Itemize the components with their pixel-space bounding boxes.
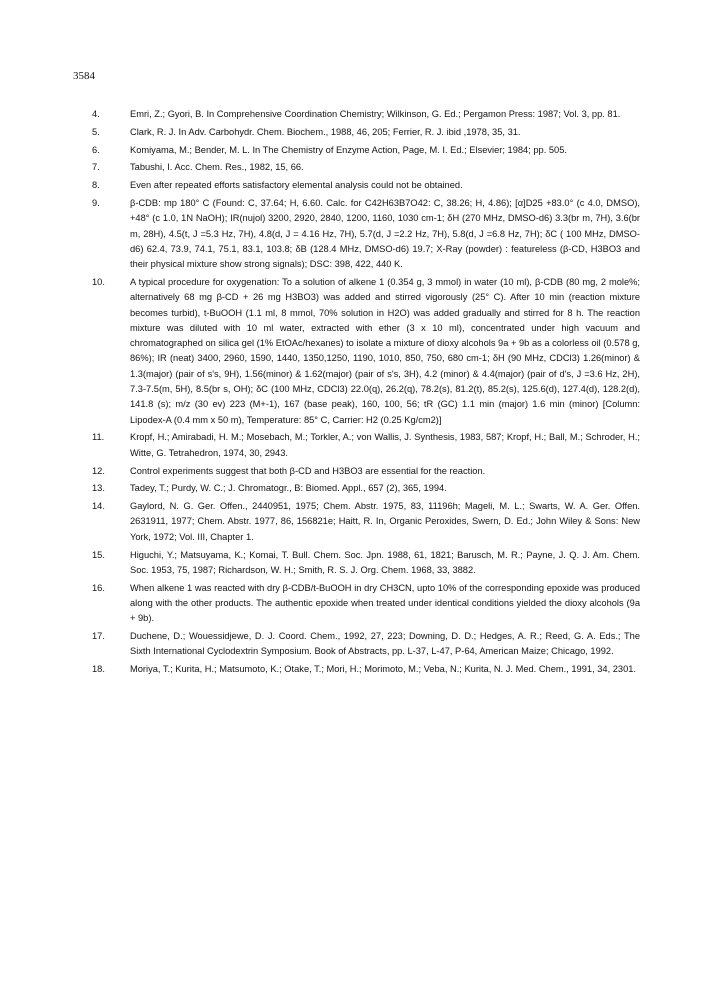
reference-number: 15. [92, 549, 105, 560]
reference-item [92, 143, 640, 158]
reference-text: Even after repeated efforts satisfactory elemental analysis could not be obtained. [130, 180, 463, 191]
reference-number: 16. [92, 582, 105, 593]
reference-item [92, 160, 640, 175]
reference-item [92, 581, 640, 627]
reference-number: 6. [92, 144, 100, 155]
reference-item [92, 499, 640, 545]
reference-text: Gaylord, N. G. Ger. Offen., 2440951, 1975; Chem. Abstr. 1975, 83, 11196h; Mageli, M. L.; Swarts, W. A. Ger. Offen. 2631911, 1977; Chem. Abstr. 1977, 86, 156821e; Haitt, R. In, Organic Peroxides, Swern, D. Ed.; John Wiley & Sons: New York, 1972; Vol. III, Chapter 1. [130, 501, 640, 542]
reference-number: 11. [92, 432, 105, 443]
reference-text: Duchene, D.; Wouessidjewe, D. J. Coord. Chem., 1992, 27, 223; Downing, D. D.; Hedges, A. R.; Reed, G. A. Eds.; The Sixth International Cyclodextrin Symposium. Book of Abstracts, pp. L-37, L-47, P-64, American Maize; Chicago, 1992. [130, 631, 640, 657]
reference-text: Kropf, H.; Amirabadi, H. M.; Mosebach, M.; Torkler, A.; von Wallis, J. Synthesis, 1983, 587; Kropf, H.; Ball, M.; Schroder, H.; Witte, G. Tetrahedron, 1974, 30, 2943. [130, 432, 640, 458]
reference-item [92, 430, 640, 461]
reference-number: 14. [92, 501, 105, 512]
reference-item [92, 481, 640, 496]
reference-item [92, 196, 640, 272]
reference-item [92, 662, 640, 677]
reference-number: 13. [92, 483, 105, 494]
reference-item [92, 629, 640, 660]
reference-text: Tabushi, I. Acc. Chem. Res., 1982, 15, 66. [130, 162, 304, 173]
reference-text: Tadey, T.; Purdy, W. C.; J. Chromatogr., B: Biomed. Appl., 657 (2), 365, 1994. [130, 483, 447, 494]
reference-number: 17. [92, 631, 105, 641]
reference-text: Emri, Z.; Gyori, B. In Comprehensive Coordination Chemistry; Wilkinson, G. Ed.; Pergamon Press: 1987; Vol. 3, pp. 81. [130, 109, 621, 119]
reference-number: 7. [92, 162, 100, 173]
reference-text: A typical procedure for oxygenation: To a solution of alkene 1 (0.354 g, 3 mmol) in water (10 ml), β-CDB (80 mg, 2 mole%; alternatively 68 mg β-CD + 26 mg H3BO3) was added and stirred vigorously (25° C). After 10 min (reaction mixture becomes turbid), t-BuOOH (1.1 ml, 8 mmol, 70% solution in H2O) was added gradually and stirred for 8 h. The reaction mixture was diluted with 10 ml water, extracted with ether (3 x 10 ml), concentrated under high vacuum and chromatographed on silica gel (1% EtOAc/hexanes) to isolate a mixture of dioxy alcohols 9a + 9b as a colorless oil (0.578 g, 86%); IR (neat) 3400, 2960, 1590, 1440, 1350,1250, 1190, 1010, 850, 750, 680 cm-1; δH (90 MHz, CDCl3) 1.26(minor) & 1.3(major) (pair of s's, 9H), 1.56(minor) & 1.62(major) (pair of s's, 3H), 4.2 (minor) & 4.4(major) (pair of d's, J =3.6 Hz, 2H), 7.3-7.5(m, 5H), 8.5(br s, OH); δC (100 MHz, CDCl3) 22.0(q), 26.2(q), 78.2(s), 81.2(t), 85.2(s), 125.6(d), 127.4(d), 128.2(d), 141.8 (s); m/z (30 ev) 223 (M+-1), 167 (base peak), 160, 100, 56; tR (GC) 1.1 min (major) 1.6 min (minor) [Column: Lipodex-A (0.4 mm x 50 m), Temperature: 85° C, Carrier: H2 (0.25 Kg/cm2)] [130, 276, 640, 425]
reference-number: 18. [92, 664, 105, 675]
reference-text: When alkene 1 was reacted with dry β-CDB/t-BuOOH in dry CH3CN, upto 10% of the corresponding epoxide was produced along with the other products. The authentic epoxide when treated under identical conditions yielded the dioxy alcohols (9a + 9b). [130, 582, 640, 624]
reference-number: 4. [92, 109, 100, 119]
reference-number: 5. [92, 126, 100, 137]
reference-item [92, 275, 640, 428]
reference-number: 10. [92, 276, 105, 287]
reference-text: Moriya, T.; Kurita, H.; Matsumoto, K.; Otake, T.; Mori, H.; Morimoto, M.; Veba, N.; Kurita, N. J. Med. Chem., 1991, 34, 2301. [130, 664, 637, 675]
reference-text: Control experiments suggest that both β-CD and H3BO3 are essential for the reaction. [130, 465, 486, 476]
reference-item [92, 464, 640, 479]
reference-item [92, 125, 640, 140]
reference-text: Higuchi, Y.; Matsuyama, K.; Komai, T. Bull. Chem. Soc. Jpn. 1988, 61, 1821; Barusch, M. R.; Payne, J. Q. J. Am. Chem. Soc. 1953, 75, 1987; Richardson, W. H.; Smith, R. S. J. Org. Chem. 1968, 33, 3882. [130, 549, 640, 575]
reference-number: 9. [92, 197, 100, 208]
reference-text: Komiyama, M.; Bender, M. L. In The Chemistry of Enzyme Action, Page, M. I. Ed.; Elsevier; 1984; pp. 505. [130, 144, 567, 155]
reference-item [92, 178, 640, 193]
page-number: 3584 [73, 70, 95, 82]
reference-text: Clark, R. J. In Adv. Carbohydr. Chem. Biochem., 1988, 46, 205; Ferrier, R. J. ibid ,1978, 35, 31. [130, 126, 521, 137]
reference-item [92, 548, 640, 579]
reference-item [92, 107, 640, 122]
reference-number: 12. [92, 465, 105, 476]
reference-list [92, 107, 640, 680]
reference-number: 8. [92, 180, 100, 191]
reference-text: β-CDB: mp 180° C (Found: C, 37.64; H, 6.60. Calc. for C42H63B7O42: C, 38.26; H, 4.86); [α]D25 +83.0° (c 4.0, DMSO), +48° (c 1.0, 1N NaOH); IR(nujol) 3200, 2920, 2840, 1200, 1160, 1030 cm-1; δH (270 MHz, DMSO-d6) 3.3(br m, 7H), 3.6(br m, 28H), 4.5(t, J =5.3 Hz, 7H), 4.8(d, J = 4.16 Hz, 7H), 5.7(d, J =2.2 Hz, 7H), 5.8(d, J =6.8 Hz, 7H); δC ( 100 MHz, DMSO-d6) 62.4, 73.9, 74.1, 75.1, 83.1, 103.8; δB (128.4 MHz, DMSO-d6) 19.7; X-Ray (powder) : featureless (β-CD, H3BO3 and their physical mixture show strong signals); DSC: 398, 422, 440 K. [130, 197, 640, 270]
